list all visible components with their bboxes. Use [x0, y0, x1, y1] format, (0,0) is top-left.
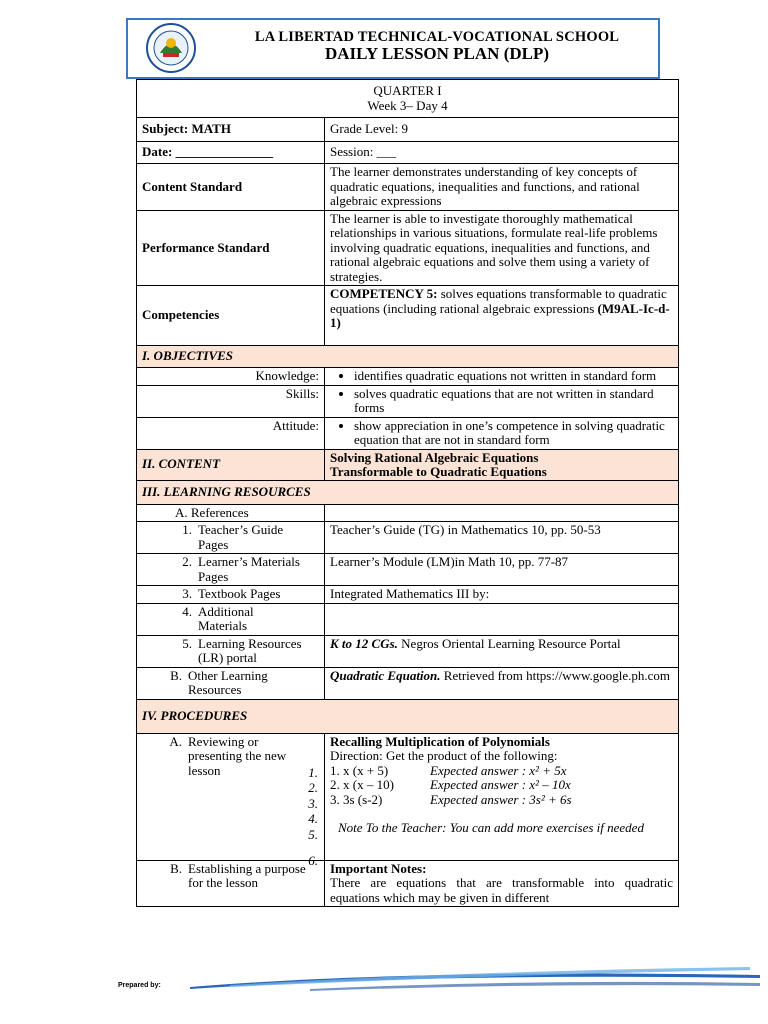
prepared-by-label: Prepared by:: [118, 982, 161, 989]
procedures-heading-row: [137, 699, 679, 733]
resource-value: Teacher’s Guide (TG) in Mathematics 10, pp. 50-53: [325, 522, 679, 554]
procedure-a-label: Reviewing or presenting the new lesson: [188, 733, 287, 778]
performance-standard-text: The learner is able to investigate thoroughly mathematical relationships in various situations, formulate real-life problems involving quadratic equations, inequalities and functions, and rational algebraic equations and solve them using a variety of strategies.: [325, 210, 679, 286]
skills-objective: • solves quadratic equations that are not written in standard forms: [354, 387, 673, 416]
resource-row: 2. Learner’s Materials Pages Learner’s Module (LM)in Math 10, pp. 77-87: [137, 554, 679, 586]
procedure-a-direction: Direction: Get the product of the following:: [330, 748, 558, 763]
skills-label: Skills:: [137, 385, 325, 417]
objectives-heading-row: [137, 346, 679, 368]
session: Session: ___: [325, 142, 679, 164]
resource-value: K to 12 CGs. Negros Oriental Learning Resource Portal: [325, 635, 679, 667]
grade-level: Grade Level: 9: [325, 118, 679, 142]
resource-label: Textbook Pages: [198, 586, 281, 601]
resources-heading-row: [137, 480, 679, 504]
procedure-a-row: A. Reviewing or presenting the new lesson 1. 2. 3. 4. 5. 6. Recalling Multiplication of Polynomials Direction: Get the product of the following: 1. x (x + 5) Expected answer : x² + 5x 2. x (x – 10) Expected answer : x² – 10x 3. 3s (s-2) Expected answer : 3s² + 6s Note To the Teacher: You can add more exercises if needed: [137, 733, 679, 860]
deped-seal-icon: [146, 23, 196, 73]
date-row: [137, 142, 679, 164]
competencies-text: COMPETENCY 5: solves equations transformable to quadratic equations (including rational algebraic expressions (M9AL-Ic-d-1): [325, 286, 679, 346]
procedures-heading: IV. PROCEDURES: [137, 699, 679, 733]
content-standard-text: The learner demonstrates understanding of key concepts of quadratic equations, inequalities and functions, and rational algebraic expressions: [325, 164, 679, 211]
exercise-item: 3. 3s (s-2) Expected answer : 3s² + 6s: [330, 791, 572, 807]
other-resources-row: B. Other Learning Resources Quadratic Equation. Retrieved from https://www.google.ph.com: [137, 667, 679, 699]
procedure-b-label: Establishing a purpose for the lesson: [188, 860, 306, 890]
document-title: DAILY LESSON PLAN (DLP): [324, 44, 550, 63]
resource-label: Learning Resources (LR) portal: [198, 635, 302, 665]
teacher-note: Note To the Teacher: You can add more exercises if needed: [338, 820, 644, 835]
content-standard-row: [137, 164, 679, 211]
procedure-a-title: Recalling Multiplication of Polynomials: [330, 733, 550, 749]
resource-value: Integrated Mathematics III by:: [325, 586, 679, 604]
resource-label: Teacher’s Guide Pages: [198, 522, 284, 552]
exercise-item: 1. x (x + 5) Expected answer : x² + 5x: [330, 762, 567, 778]
procedure-b-title: Important Notes:: [330, 860, 427, 876]
quarter-row: [137, 80, 679, 118]
references-label: A. References: [137, 504, 325, 522]
performance-standard-label: Performance Standard: [137, 210, 325, 286]
footer-swoosh: [110, 965, 760, 995]
resource-value: Learner’s Module (LM)in Math 10, pp. 77-87: [325, 554, 679, 586]
week-label: Week 3– Day 4: [367, 97, 448, 113]
school-name: LA LIBERTAD TECHNICAL-VOCATIONAL SCHOOL: [254, 29, 620, 45]
quarter-label: QUARTER I: [373, 83, 442, 98]
attitude-label: Attitude:: [137, 417, 325, 449]
resource-value: [325, 603, 679, 635]
content-standard-label: Content Standard: [137, 164, 325, 211]
attitude-row: [137, 417, 679, 449]
competencies-row: [137, 286, 679, 346]
knowledge-label: Knowledge:: [137, 368, 325, 386]
other-resources-value: Quadratic Equation. Retrieved from https://www.google.ph.com: [325, 667, 679, 699]
skills-row: [137, 385, 679, 417]
procedure-a-numbers: 1. 2. 3. 4. 5. 6.: [308, 764, 318, 868]
resources-heading: III. LEARNING RESOURCES: [137, 480, 679, 504]
resource-label: Learner’s Materials Pages: [198, 554, 300, 584]
resource-row: 5. Learning Resources (LR) portal K to 12 CGs. Negros Oriental Learning Resource Portal: [137, 635, 679, 667]
references-row: [137, 504, 679, 522]
procedure-b-row: B. Establishing a purpose for the lesson Important Notes: There are equations that are transformable into quadratic equations which may be given in different: [137, 860, 679, 907]
performance-standard-row: [137, 210, 679, 286]
content-line-2: Transformable to Quadratic Equations: [330, 463, 547, 479]
resource-row: 3. Textbook Pages Integrated Mathematics III by:: [137, 586, 679, 604]
content-line-1: Solving Rational Algebraic Equations: [330, 449, 539, 465]
resource-label: Additional Materials: [198, 603, 254, 633]
competencies-label: Competencies: [137, 286, 325, 346]
resource-row: 4. Additional Materials: [137, 603, 679, 635]
subject: Subject: MATH: [137, 118, 325, 142]
lesson-plan-table: [136, 79, 679, 907]
content-row: [137, 449, 679, 480]
procedure-b-text: There are equations that are transformable into quadratic equations which may be given in different: [330, 875, 673, 905]
subject-row: [137, 118, 679, 142]
knowledge-row: [137, 368, 679, 386]
objectives-heading: I. OBJECTIVES: [137, 346, 679, 368]
exercise-item: 2. x (x – 10) Expected answer : x² – 10x: [330, 777, 571, 792]
content-heading: II. CONTENT: [137, 449, 325, 480]
resource-row: 1. Teacher’s Guide Pages Teacher’s Guide (TG) in Mathematics 10, pp. 50-53: [137, 522, 679, 554]
attitude-objective: • show appreciation in one’s competence in solving quadratic equation that are not in standard form: [354, 419, 673, 448]
knowledge-objective: • identifies quadratic equations not written in standard form: [354, 369, 673, 384]
date: Date: _______________: [137, 142, 325, 164]
other-resources-label: Other Learning Resources: [188, 667, 268, 697]
